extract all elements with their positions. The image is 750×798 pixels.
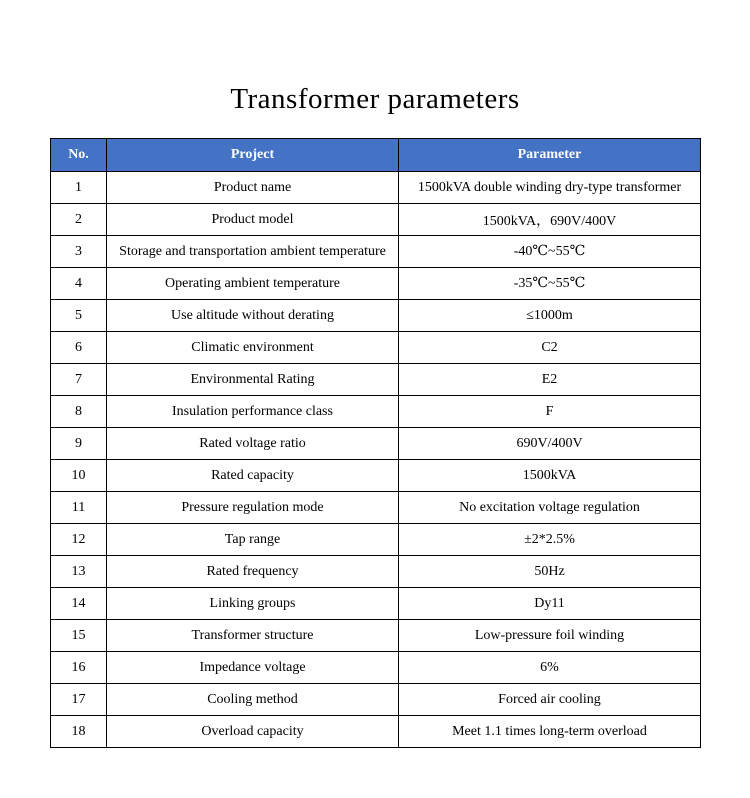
cell-project: Use altitude without derating bbox=[107, 300, 399, 332]
table-row bbox=[51, 492, 701, 524]
cell-parameter: E2 bbox=[399, 364, 701, 396]
table-row bbox=[51, 300, 701, 332]
cell-no: 8 bbox=[51, 396, 107, 428]
cell-no: 16 bbox=[51, 652, 107, 684]
cell-project: Linking groups bbox=[107, 588, 399, 620]
cell-no: 14 bbox=[51, 588, 107, 620]
cell-project: Rated voltage ratio bbox=[107, 428, 399, 460]
cell-parameter: ≤1000m bbox=[399, 300, 701, 332]
cell-no: 11 bbox=[51, 492, 107, 524]
table-row bbox=[51, 684, 701, 716]
cell-no: 12 bbox=[51, 524, 107, 556]
table-row bbox=[51, 268, 701, 300]
cell-parameter: C2 bbox=[399, 332, 701, 364]
cell-parameter: 1500kVA，690V/400V bbox=[399, 204, 701, 236]
cell-no: 1 bbox=[51, 172, 107, 204]
cell-no: 9 bbox=[51, 428, 107, 460]
table-row bbox=[51, 652, 701, 684]
column-header-parameter: Parameter bbox=[399, 139, 701, 172]
column-header-project: Project bbox=[107, 139, 399, 172]
table-row bbox=[51, 620, 701, 652]
cell-project: Rated capacity bbox=[107, 460, 399, 492]
cell-project: Cooling method bbox=[107, 684, 399, 716]
cell-parameter: -35℃~55℃ bbox=[399, 268, 701, 300]
cell-parameter: -40℃~55℃ bbox=[399, 236, 701, 268]
cell-no: 10 bbox=[51, 460, 107, 492]
cell-no: 3 bbox=[51, 236, 107, 268]
table-body bbox=[51, 172, 701, 748]
cell-no: 17 bbox=[51, 684, 107, 716]
cell-parameter: 1500kVA bbox=[399, 460, 701, 492]
cell-project: Transformer structure bbox=[107, 620, 399, 652]
table-row bbox=[51, 716, 701, 748]
cell-no: 13 bbox=[51, 556, 107, 588]
table-row bbox=[51, 396, 701, 428]
cell-project: Pressure regulation mode bbox=[107, 492, 399, 524]
cell-parameter: Low-pressure foil winding bbox=[399, 620, 701, 652]
table-row bbox=[51, 236, 701, 268]
parameters-table bbox=[50, 138, 701, 748]
cell-parameter: F bbox=[399, 396, 701, 428]
cell-project: Tap range bbox=[107, 524, 399, 556]
table-row bbox=[51, 588, 701, 620]
cell-parameter: ±2*2.5% bbox=[399, 524, 701, 556]
cell-no: 6 bbox=[51, 332, 107, 364]
table-row bbox=[51, 364, 701, 396]
table-row bbox=[51, 460, 701, 492]
cell-parameter: 50Hz bbox=[399, 556, 701, 588]
cell-project: Storage and transportation ambient temperature bbox=[107, 236, 399, 268]
cell-no: 7 bbox=[51, 364, 107, 396]
column-header-no: No. bbox=[51, 139, 107, 172]
cell-project: Product name bbox=[107, 172, 399, 204]
cell-no: 4 bbox=[51, 268, 107, 300]
table-row bbox=[51, 524, 701, 556]
cell-project: Rated frequency bbox=[107, 556, 399, 588]
cell-parameter: 1500kVA double winding dry-type transformer bbox=[399, 172, 701, 204]
cell-parameter: No excitation voltage regulation bbox=[399, 492, 701, 524]
table-row bbox=[51, 204, 701, 236]
table-row bbox=[51, 172, 701, 204]
table-row bbox=[51, 332, 701, 364]
cell-project: Operating ambient temperature bbox=[107, 268, 399, 300]
cell-no: 2 bbox=[51, 204, 107, 236]
cell-no: 5 bbox=[51, 300, 107, 332]
cell-no: 18 bbox=[51, 716, 107, 748]
table-header-row bbox=[51, 139, 701, 172]
cell-project: Environmental Rating bbox=[107, 364, 399, 396]
cell-parameter: Meet 1.1 times long-term overload bbox=[399, 716, 701, 748]
table-row bbox=[51, 556, 701, 588]
cell-project: Impedance voltage bbox=[107, 652, 399, 684]
cell-parameter: Dy11 bbox=[399, 588, 701, 620]
cell-no: 15 bbox=[51, 620, 107, 652]
cell-parameter: Forced air cooling bbox=[399, 684, 701, 716]
cell-project: Climatic environment bbox=[107, 332, 399, 364]
cell-project: Overload capacity bbox=[107, 716, 399, 748]
cell-parameter: 690V/400V bbox=[399, 428, 701, 460]
page-title: Transformer parameters bbox=[230, 83, 520, 115]
cell-project: Product model bbox=[107, 204, 399, 236]
cell-project: Insulation performance class bbox=[107, 396, 399, 428]
cell-parameter: 6% bbox=[399, 652, 701, 684]
table-row bbox=[51, 428, 701, 460]
